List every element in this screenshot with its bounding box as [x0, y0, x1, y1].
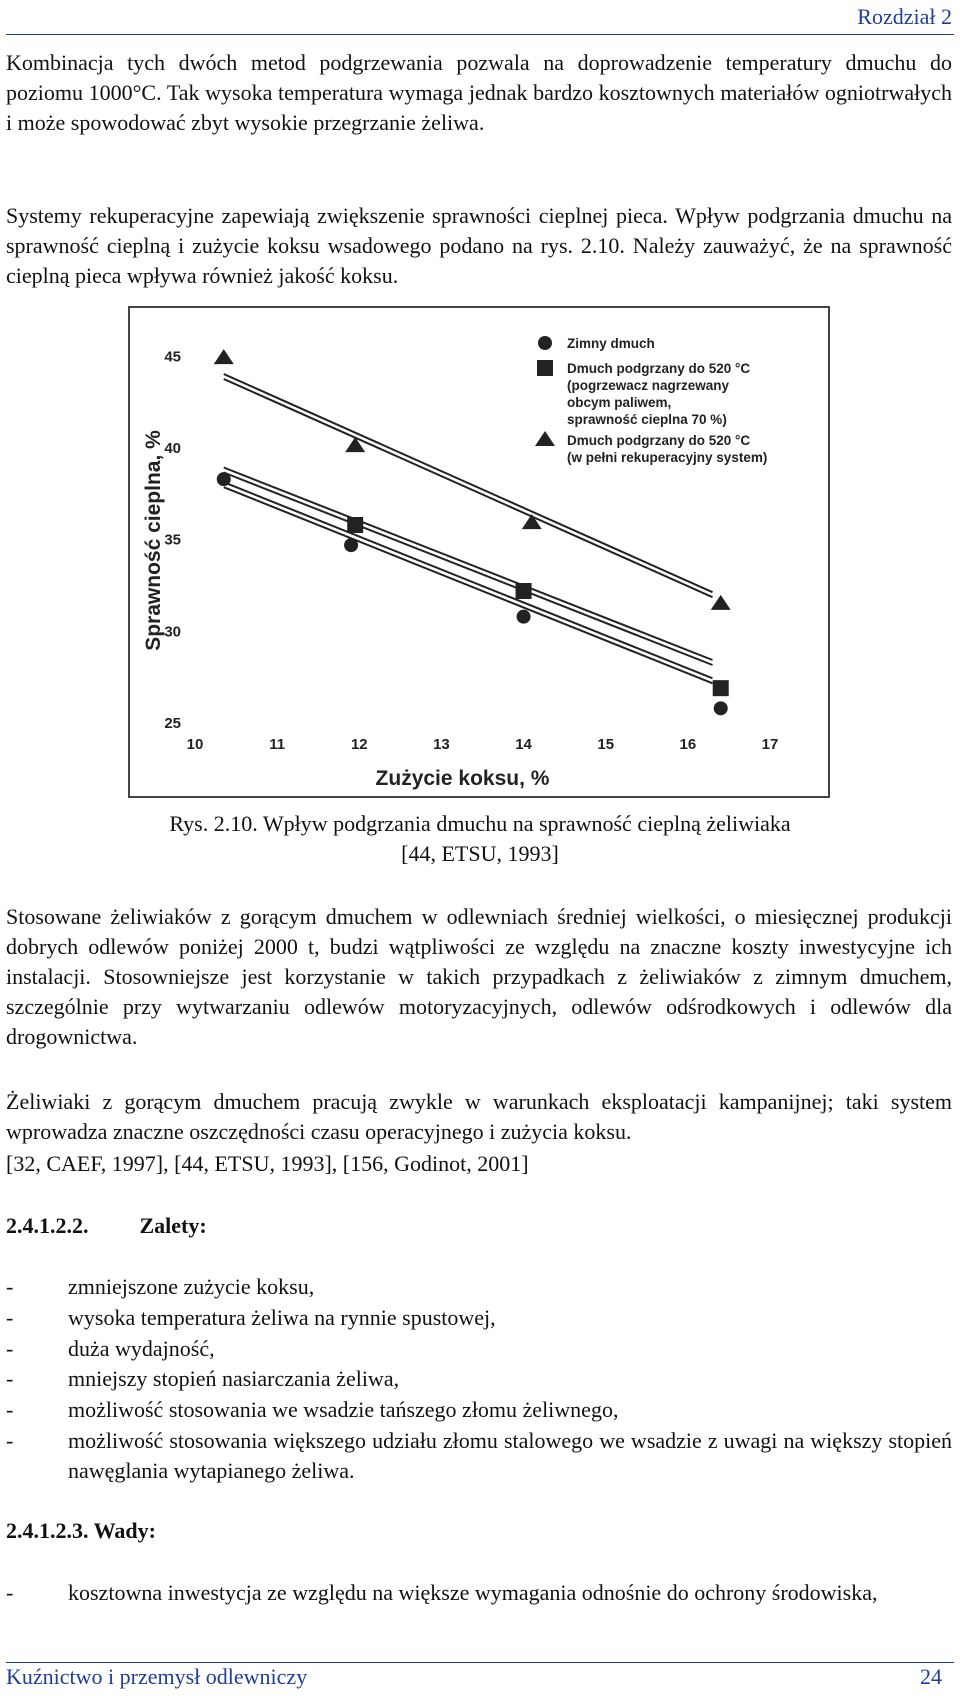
list-item-text: mniejszy stopień nasiarczania żeliwa, — [68, 1366, 400, 1391]
legend-label: (w pełni rekuperacyjny system) — [567, 450, 768, 465]
legend-label: obcym paliwem, — [567, 395, 672, 410]
x-tick-label: 14 — [515, 736, 532, 753]
data-point-circle — [714, 701, 728, 715]
legend-label: sprawność cieplna 70 %) — [567, 412, 727, 427]
data-point-triangle — [522, 514, 542, 529]
section-heading-advantages — [6, 1213, 207, 1239]
list-dash: - — [6, 1305, 14, 1330]
legend-marker — [538, 336, 552, 350]
figure-caption-line2: [44, ETSU, 1993] — [401, 841, 559, 866]
x-tick-label: 13 — [433, 736, 450, 753]
data-point-triangle — [345, 437, 365, 452]
data-point-triangle — [711, 595, 731, 610]
list-item-text: możliwość stosowania we wsadzie tańszego złomu żeliwnego, — [68, 1397, 619, 1422]
data-point-square — [347, 517, 363, 533]
list-item-text: duża wydajność, — [68, 1336, 215, 1361]
y-tick-label: 25 — [164, 715, 181, 732]
x-tick-label: 12 — [350, 736, 368, 753]
legend-marker — [537, 360, 553, 376]
paragraph-4-refs: [32, CAEF, 1997], [44, ETSU, 1993], [156, Godinot, 2001] — [6, 1151, 529, 1176]
x-tick-label: 11 — [269, 736, 286, 753]
legend-label: Zimny dmuch — [567, 336, 655, 351]
y-tick-label: 35 — [164, 531, 181, 549]
data-point-circle — [344, 538, 358, 552]
list-dash: - — [6, 1428, 14, 1453]
paragraph-3: Stosowane żeliwiaków z gorącym dmuchem w odlewniach średniej wielkości, o miesięcznej produkcji dobrych odlewów poniżej 2000 t, budzi wątpliwości ze względu na znaczne koszty inwestycyjne ich instalacji. Stosowniejsze jest korzystanie w takich przypadkach z żeliwiaków z zimnym dmuchem, szczególnie przy wytwarzaniu odlewów motoryzacyjnych, odlewów odśrodkowych i odlewów dla drogownictwa. — [6, 904, 952, 1049]
list-dash: - — [6, 1336, 14, 1361]
list-item-text: zmniejszone zużycie koksu, — [68, 1274, 315, 1299]
list-item-text: kosztowna inwestycja ze względu na większe wymagania odnośnie do ochrony środowiska, — [68, 1580, 878, 1605]
data-point-square — [516, 583, 532, 599]
figure-chart — [128, 306, 830, 798]
legend-label: (pogrzewacz nagrzewany — [567, 378, 730, 393]
data-point-circle — [517, 610, 531, 624]
y-tick-label: 30 — [164, 623, 181, 641]
data-point-triangle — [214, 349, 234, 364]
header-rule — [6, 34, 954, 35]
list-dash: - — [6, 1580, 14, 1605]
x-axis-label: Zużycie koksu, % — [375, 767, 550, 790]
legend-label: Dmuch podgrzany do 520 °C — [567, 433, 751, 448]
y-tick-label: 45 — [164, 348, 181, 366]
legend-label: Dmuch podgrzany do 520 °C — [567, 361, 751, 376]
x-tick-label: 15 — [597, 736, 615, 753]
footer-title: Kuźnictwo i przemysł odlewniczy — [6, 1664, 308, 1689]
y-tick-label: 40 — [164, 440, 181, 457]
data-point-circle — [217, 472, 231, 486]
fit-line — [224, 473, 713, 666]
chapter-header: Rozdział 2 — [857, 4, 952, 29]
y-axis-label: Sprawność cieplna, % — [142, 430, 165, 651]
paragraph-4: Żeliwiaki z gorącym dmuchem pracują zwykle w warunkach eksploatacji kampanijnej; taki system wprowadza znaczne oszczędności czasu operacyjnego i zużycia koksu. — [6, 1089, 952, 1144]
x-tick-label: 10 — [186, 736, 204, 753]
fit-line — [224, 487, 713, 683]
figure-caption-line1: Rys. 2.10. Wpływ podgrzania dmuchu na sprawność cieplną żeliwiaka — [169, 811, 791, 836]
x-tick-label: 17 — [761, 736, 779, 753]
list-dash: - — [6, 1274, 14, 1299]
list-item-text: możliwość stosowania większego udziału złomu stalowego we wsadzie z uwagi na większy stopień nawęglania wytapianego żeliwa. — [68, 1428, 952, 1483]
data-point-square — [713, 680, 729, 696]
chart-svg — [130, 308, 828, 796]
legend-marker — [535, 431, 555, 446]
list-dash: - — [6, 1397, 14, 1422]
footer-rule — [6, 1662, 954, 1663]
list-dash: - — [6, 1366, 14, 1391]
section-heading-disadvantages: 2.4.1.2.3. Wady: — [6, 1518, 156, 1543]
paragraph-1: Kombinacja tych dwóch metod podgrzewania pozwala na doprowadzenie temperatury dmuchu do poziomu 1000°C. Tak wysoka temperatura wymaga jednak bardzo kosztownych materiałów ogniotrwałych i może spowodować zbyt wysokie przegrzanie żeliwa. — [6, 50, 952, 135]
section-number: 2.4.1.2.2. — [6, 1213, 89, 1238]
x-tick-label: 16 — [679, 736, 697, 753]
paragraph-2: Systemy rekuperacyjne zapewiają zwiększenie sprawności cieplnej pieca. Wpływ podgrzania dmuchu na sprawność cieplną i zużycie koksu wsadowego podano na rys. 2.10. Należy zauważyć, że na sprawność cieplną pieca wpływa również jakość koksu. — [6, 203, 952, 288]
list-item-text: wysoka temperatura żeliwa na rynnie spustowej, — [68, 1305, 496, 1330]
page-number: 24 — [920, 1664, 942, 1689]
fit-line — [224, 482, 713, 678]
section-title: Zalety: — [139, 1213, 207, 1238]
